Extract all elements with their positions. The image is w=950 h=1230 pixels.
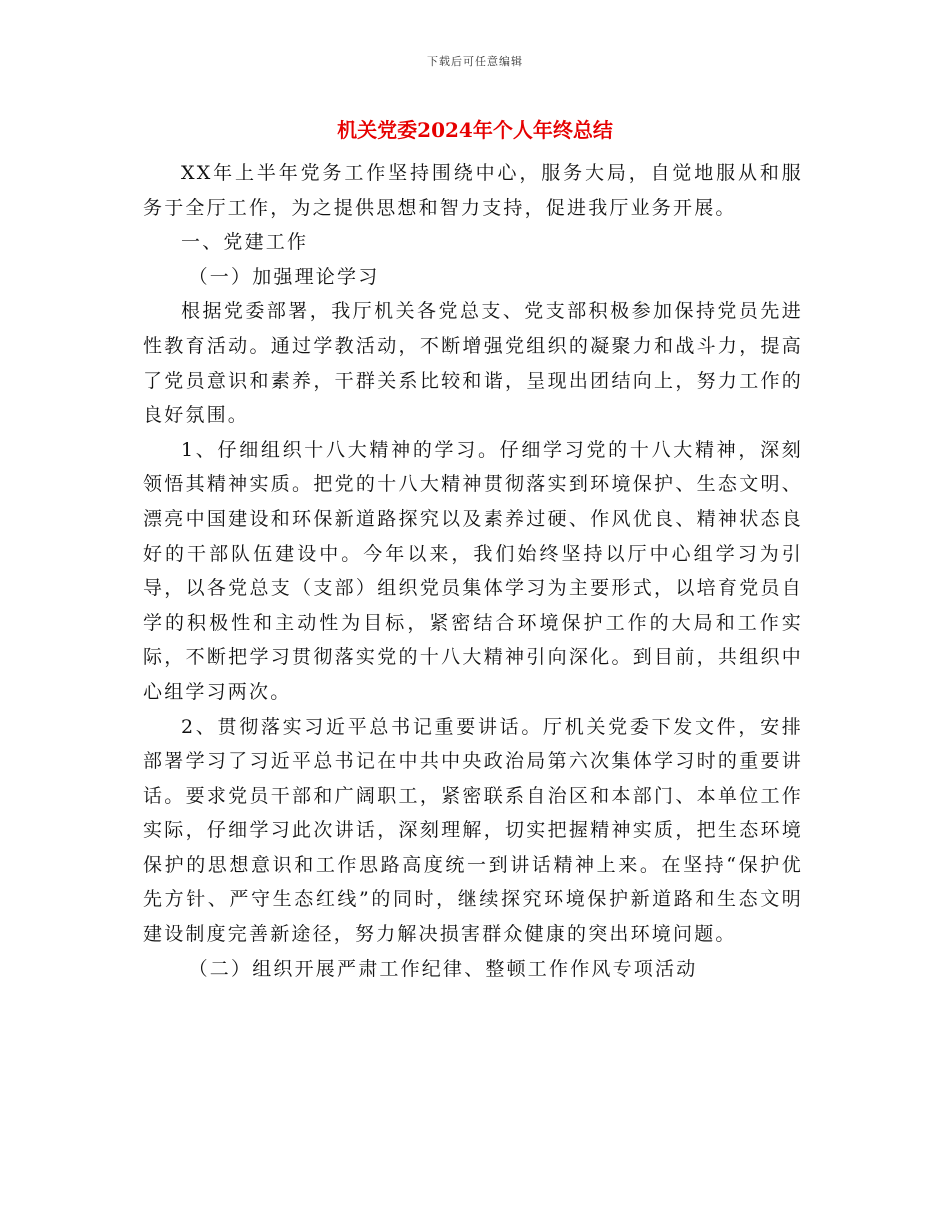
document-body (143, 156, 803, 986)
page-header-note: 下载后可任意编辑 (427, 55, 523, 68)
paragraph-intro: XX年上半年党务工作坚持围绕中心，服务大局，自觉地服从和服务于全厅工作，为之提供思想和智力支持，促进我厅业务开展。 (143, 162, 803, 219)
subsection-heading-discipline: （二）组织开展严肃工作纪律、整顿工作作风专项活动 (188, 957, 698, 980)
subsection-heading-theory-study: （一）加强理论学习 (188, 265, 380, 288)
paragraph-item-2: 2、贯彻落实习近平总书记重要讲话。厅机关党委下发文件，安排部署学习了习近平总书记在中共中央政治局第六次集体学习时的重要讲话。要求党员干部和广阔职工，紧密联系自治区和本部门、本单位工作实际，仔细学习此次讲话，深刻理解，切实把握精神实质，把生态环境保护的思想意识和工作思路高度统一到讲话精神上来。在坚持“保护优先方针、严守生态红线”的同时，继续探究环境保护新道路和生态文明建设制度完善新途径，努力解决损害群众健康的突出环境问题。 (143, 715, 803, 946)
section-heading-party-building: 一、党建工作 (181, 231, 309, 254)
paragraph-education-activity: 根据党委部署，我厅机关各党总支、党支部积极参加保持党员先进性教育活动。通过学教活动，不断增强党组织的凝聚力和战斗力，提高了党员意识和素养，干群关系比较和谐，呈现出团结向上，努力工作的良好氛围。 (143, 300, 803, 427)
paragraph-item-1: 1、仔细组织十八大精神的学习。仔细学习党的十八大精神，深刻领悟其精神实质。把党的十八大精神贯彻落实到环境保护、生态文明、漂亮中国建设和环保新道路探究以及素养过硬、作风优良、精神状态良好的干部队伍建设中。今年以来，我们始终坚持以厅中心组学习为引导，以各党总支（支部）组织党员集体学习为主要形式，以培育党员自学的积极性和主动性为目标，紧密结合环境保护工作的大局和工作实际，不断把学习贯彻落实党的十八大精神引向深化。到目前，共组织中心组学习两次。 (143, 438, 803, 703)
document-title: 机关党委2024年个人年终总结 (337, 118, 613, 142)
